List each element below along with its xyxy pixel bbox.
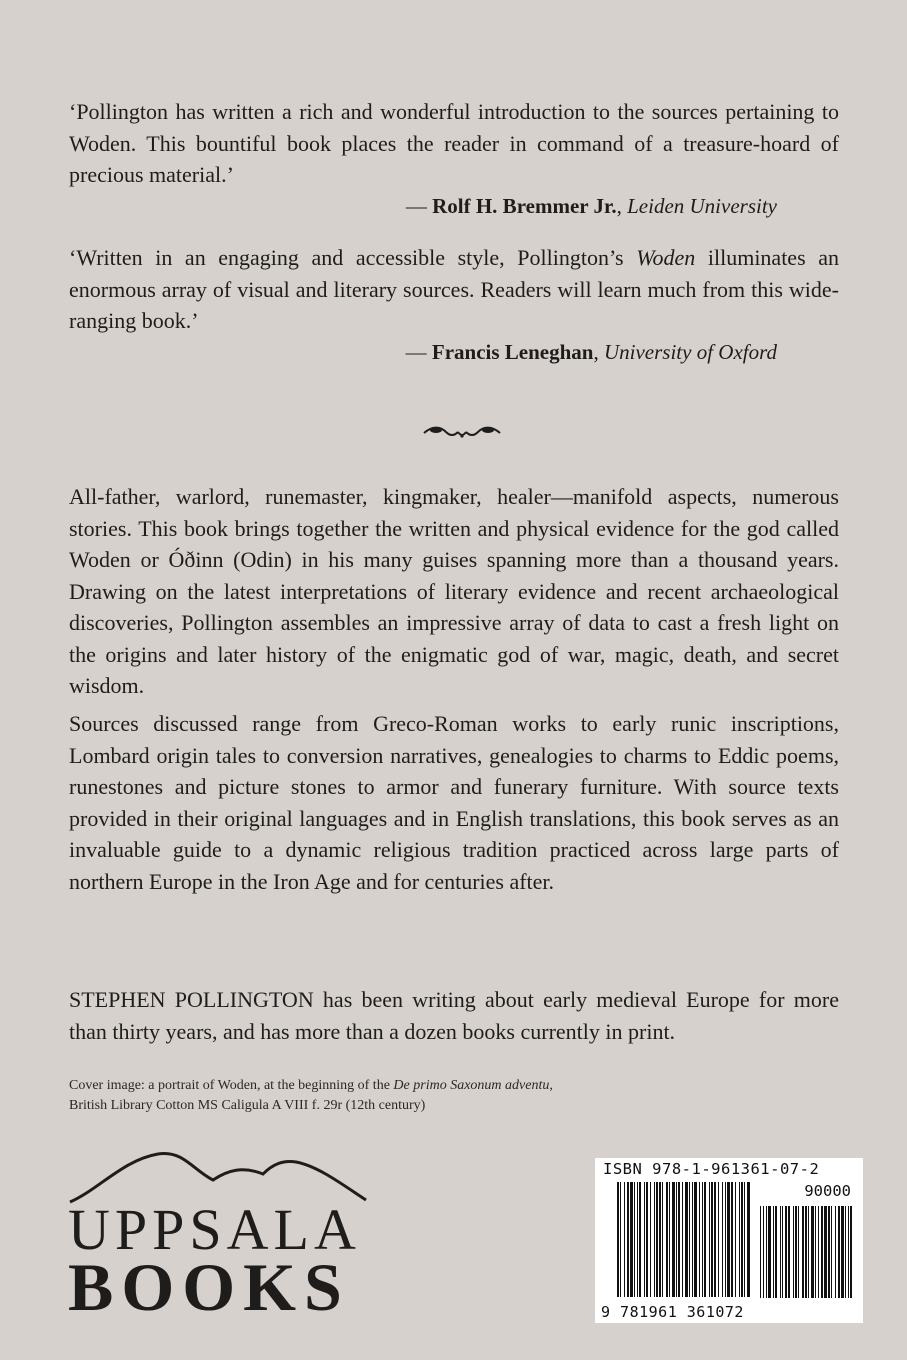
isbn-text: ISBN 978-1-961361-07-2: [603, 1160, 820, 1178]
review-2-dash: —: [405, 339, 432, 364]
barcode-bar: [766, 1206, 767, 1298]
barcode-bar: [828, 1206, 830, 1298]
barcode-bar: [798, 1206, 799, 1298]
review-2-title-italic: Woden: [636, 245, 696, 270]
barcode-bar: [773, 1206, 774, 1298]
barcode-digits: 9 781961 361072: [601, 1303, 744, 1321]
barcode-bar: [818, 1206, 819, 1298]
caption-line1-after: ,: [549, 1078, 553, 1093]
barcode-bar: [845, 1206, 846, 1298]
barcode-bar: [768, 1206, 771, 1298]
publisher-name-line2: BOOKS: [68, 1249, 350, 1325]
barcode-bar: [848, 1206, 849, 1298]
barcode-bar: [714, 1182, 716, 1297]
caption-line2: British Library Cotton MS Caligula A VIII f. 29r (12th century): [69, 1098, 426, 1113]
review-1-name: Rolf H. Bremmer Jr.: [432, 193, 617, 218]
publisher-logo: [68, 1140, 368, 1325]
review-1-dash: —: [405, 193, 433, 218]
barcode-bar: [669, 1182, 670, 1297]
barcode-bar: [731, 1182, 733, 1297]
barcode-bar: [617, 1182, 619, 1297]
barcode-bar: [727, 1182, 730, 1297]
barcode-bar: [682, 1182, 683, 1297]
review-1: [69, 96, 839, 222]
barcode-bar: [702, 1182, 703, 1297]
barcode-bar: [782, 1206, 783, 1298]
review-2-attribution: [69, 337, 839, 369]
barcode-bar: [678, 1182, 680, 1297]
barcode-bar: [838, 1206, 840, 1298]
barcode-bar: [735, 1182, 736, 1297]
barcode-bar: [718, 1182, 719, 1297]
author-name: STEPHEN POLLINGTON: [69, 987, 314, 1012]
barcode-bar: [763, 1206, 764, 1298]
barcode-bar: [704, 1182, 706, 1297]
barcode-bar: [725, 1182, 726, 1297]
description-text-2: Sources discussed range from Greco-Roman works to early runic inscriptions, Lombard origin tales to conversion narratives, genealogies to charms to Eddic poems, runestones and picture stones to armor and funerary furniture. With source texts provided in their original languages and in English translations, this book serves as an invaluable guide to a dynamic religious tradition practiced across large parts of northern Europe in the Iron Age and for centuries after.: [69, 711, 839, 894]
barcode-bar: [831, 1206, 832, 1298]
review-2: [69, 242, 839, 368]
barcode-bar: [709, 1182, 710, 1297]
review-2-text-after: illuminates an enormous array of visual and literary sources. Readers will learn much from this wide-ranging book.’: [69, 245, 839, 333]
barcode-bar: [780, 1206, 781, 1298]
barcode-bar: [835, 1206, 836, 1298]
barcode-bar: [815, 1206, 816, 1298]
barcode-bar: [741, 1182, 743, 1297]
barcode-bar: [744, 1182, 745, 1297]
barcode-bar: [656, 1182, 658, 1297]
barcode-bar: [760, 1206, 761, 1298]
description-paragraph-1: [69, 481, 839, 702]
barcode-bar: [685, 1182, 688, 1297]
price-code: 90000: [804, 1182, 851, 1200]
publisher-name-line1: UPPSALA: [68, 1197, 361, 1262]
barcode-bar: [689, 1182, 690, 1297]
barcode-bar: [795, 1206, 797, 1298]
barcode-bar: [747, 1182, 750, 1297]
ornament-divider-icon: [422, 424, 502, 442]
barcode-bar: [788, 1206, 790, 1298]
barcode-bar: [646, 1182, 648, 1297]
barcode-bar: [694, 1182, 697, 1297]
caption-line1-italic: De primo Saxonum adventu: [393, 1078, 550, 1093]
barcode-bar: [659, 1182, 661, 1297]
barcode-bar: [722, 1182, 723, 1297]
barcode-bar: [666, 1182, 668, 1297]
barcode-bar: [639, 1182, 641, 1297]
barcode-bar: [841, 1206, 844, 1298]
barcode-bar: [634, 1182, 635, 1297]
barcode-bar: [711, 1182, 713, 1297]
review-2-affiliation: University of Oxford: [603, 339, 777, 364]
barcode-bar: [699, 1182, 700, 1297]
barcode-bar: [808, 1206, 809, 1298]
barcode-bar: [627, 1182, 629, 1297]
review-2-sep: ,: [593, 339, 604, 364]
barcode-bar: [644, 1182, 645, 1297]
barcode-bar: [785, 1206, 787, 1298]
barcode-bar: [620, 1182, 621, 1297]
barcode-bar: [637, 1182, 638, 1297]
barcode-bar: [793, 1206, 794, 1298]
barcode-bar: [662, 1182, 663, 1297]
cover-image-caption: [69, 1076, 553, 1116]
review-2-name: Francis Leneghan: [431, 339, 594, 364]
barcode-bar: [805, 1206, 807, 1298]
review-1-text: ‘Pollington has written a rich and wonderful introduction to the sources pertaining to Woden. This bountiful book places the reader in command of a treasure-hoard of precious material.’: [69, 99, 839, 187]
description-text-1: All-father, warlord, runemaster, kingmaker, healer—manifold aspects, numerous stories. This book brings together the written and physical evidence for the god called Woden or Óðinn (Odin) in his many guises spanning more than a thousand years. Drawing on the latest interpretations of literary evidence and recent archaeological discoveries, Pollington assembles an impressive array of data to cast a fresh light on the origins and later history of the enigmatic god of war, magic, death, and secret wisdom.: [69, 484, 839, 698]
description-paragraph-2: [69, 708, 839, 897]
barcode-bar: [850, 1206, 852, 1298]
author-bio: [69, 984, 839, 1047]
isbn-barcode: [595, 1158, 863, 1323]
barcode-bar: [650, 1182, 651, 1297]
review-2-text: [69, 242, 839, 337]
barcode-bar: [811, 1206, 814, 1298]
barcode-bar: [676, 1182, 677, 1297]
author-bio-text: has been writing about early medieval Europe for more than thirty years, and has more than a dozen books currently in print.: [69, 987, 839, 1044]
review-1-sep: ,: [616, 193, 628, 218]
barcode-bar: [821, 1206, 823, 1298]
barcode-bar: [802, 1206, 804, 1298]
review-1-attribution: [69, 191, 839, 223]
barcode-bar: [775, 1206, 777, 1298]
barcode-bar: [739, 1182, 740, 1297]
barcode-bar: [630, 1182, 633, 1297]
barcode-bar: [654, 1182, 655, 1297]
barcode-bar: [692, 1182, 693, 1297]
caption-line1-before: Cover image: a portrait of Woden, at the beginning of the: [69, 1078, 394, 1093]
barcode-bar: [672, 1182, 675, 1297]
review-2-text-before: ‘Written in an engaging and accessible style, Pollington’s: [69, 245, 637, 270]
barcode-bar: [824, 1206, 827, 1298]
barcode-bar: [624, 1182, 625, 1297]
barcode-bars-icon: [595, 1158, 863, 1323]
review-1-affiliation: Leiden University: [627, 193, 777, 218]
